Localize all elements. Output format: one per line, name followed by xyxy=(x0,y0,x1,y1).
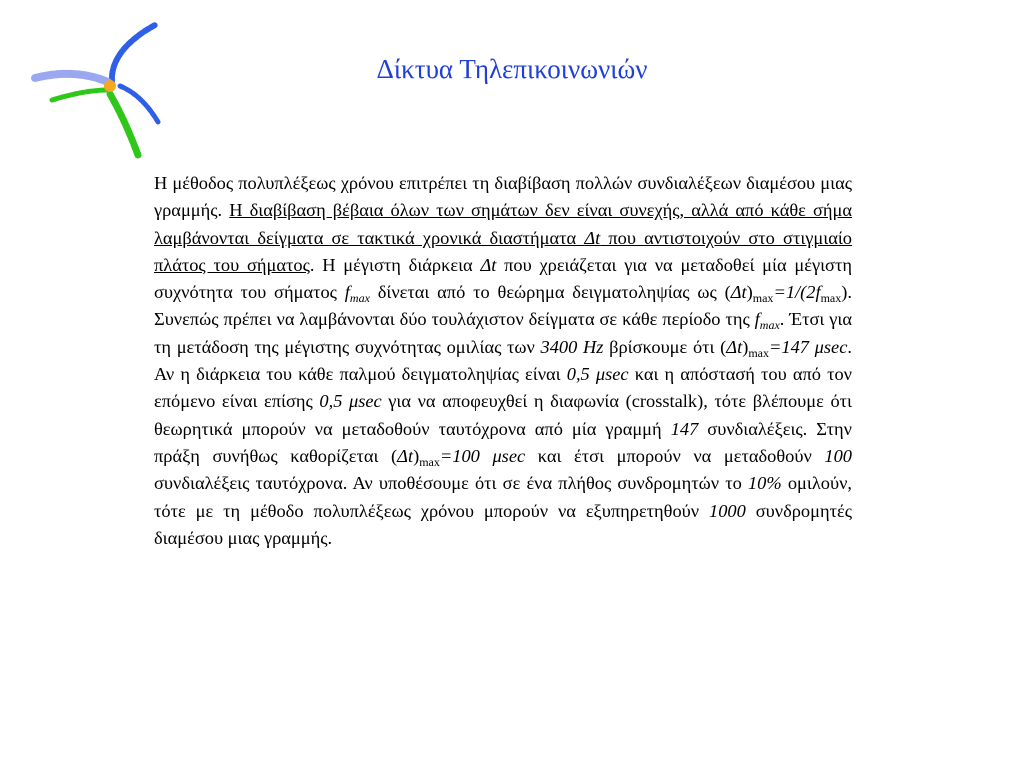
math-expression: =147 μsec xyxy=(768,336,848,357)
text-run: ομιλούν, τότε με τη μέθοδο πολυπλέξεως χρόνου μπορούν να εξυπηρετηθούν xyxy=(154,473,852,521)
math-value: 10% xyxy=(747,473,782,494)
text-run: ) xyxy=(742,336,749,357)
text-run: για να αποφευχθεί η διαφωνία (crosstalk), τότε βλέπουμε ότι θεωρητικά μπορούν να μεταδοθούν ταυτόχρονα από μία γραμμή xyxy=(154,391,852,439)
math-value: 100 xyxy=(824,445,852,466)
text-run: . Έτσι για τη μετάδοση της μέγιστης συχνότητας ομιλίας των xyxy=(154,309,852,357)
math-var: Δt xyxy=(584,227,601,248)
math-var: f xyxy=(344,282,350,303)
math-var: Δt xyxy=(480,254,497,275)
math-subscript: max xyxy=(759,318,780,333)
telecom-star-logo xyxy=(30,20,165,160)
math-var: Δt xyxy=(730,282,747,303)
math-value: 0,5 μsec xyxy=(566,364,629,385)
text-run: συνδιαλέξεις. Στην πράξη συνήθως καθορίζεται ( xyxy=(154,418,852,466)
text-run: συνδρομητές διαμέσου μιας γραμμής. xyxy=(154,500,852,548)
logo-graphic xyxy=(30,20,165,160)
math-expression: =100 μsec xyxy=(439,445,526,466)
math-subscript: max xyxy=(748,345,769,360)
math-var: Δt xyxy=(726,336,743,357)
math-subscript: max xyxy=(752,291,774,306)
math-subscript: max xyxy=(820,291,842,306)
body-paragraph xyxy=(154,170,852,552)
slide-title: Δίκτυα Τηλεπικοινωνιών xyxy=(376,54,648,84)
text-run: που χρειάζεται για να μεταδοθεί μία μέγιστη συχνότητα του σήματος xyxy=(154,254,852,303)
math-value: 147 xyxy=(670,418,699,439)
text-run: και η απόστασή του από τον επόμενο είναι επίσης xyxy=(154,364,852,412)
text-run: Η μέθοδος πολυπλέξεως χρόνου επιτρέπει τη διαβίβαση πολλών συνδιαλέξεων διαμέσου μιας γραμμής. xyxy=(154,173,852,221)
text-run: ). Συνεπώς πρέπει να λαμβάνονται δύο τουλάχιστον δείγματα σε κάθε περίοδο της xyxy=(154,282,852,330)
text-run: και έτσι μπορούν να μεταδοθούν xyxy=(525,445,825,466)
math-subscript: max xyxy=(349,291,370,306)
math-var: Δt xyxy=(397,445,414,466)
text-run: δίνεται από το θεώρημα δειγματοληψίας ως ( xyxy=(369,282,731,303)
text-run: . Η μέγιστη διάρκεια xyxy=(309,254,481,275)
math-value: 0,5 μsec xyxy=(319,391,382,412)
text-run: που αντιστοιχούν στο στιγμιαίο πλάτος του σήματος xyxy=(154,227,852,275)
math-subscript: max xyxy=(419,454,440,469)
text-run: ) xyxy=(746,282,753,303)
math-value: 1000 xyxy=(709,500,746,521)
math-expression: =1/(2f xyxy=(773,282,821,303)
math-value: 3400 Hz xyxy=(540,336,604,357)
text-run: Η διαβίβαση βέβαια όλων των σημάτων δεν είναι συνεχής, αλλά από κάθε σήμα λαμβάνονται δείγματα σε τακτικά χρονικά διαστήματα xyxy=(154,200,852,248)
math-var: f xyxy=(754,309,760,330)
text-run: βρίσκουμε ότι ( xyxy=(603,336,727,357)
text-run: ) xyxy=(413,445,420,466)
logo-green-arc-icon xyxy=(52,90,138,155)
text-run: συνδιαλέξεις ταυτόχρονα. Αν υποθέσουμε ότι σε ένα πλήθος συνδρομητών το xyxy=(154,473,748,494)
text-run: . Αν η διάρκεια του κάθε παλμού δειγματοληψίας είναι xyxy=(154,336,852,385)
